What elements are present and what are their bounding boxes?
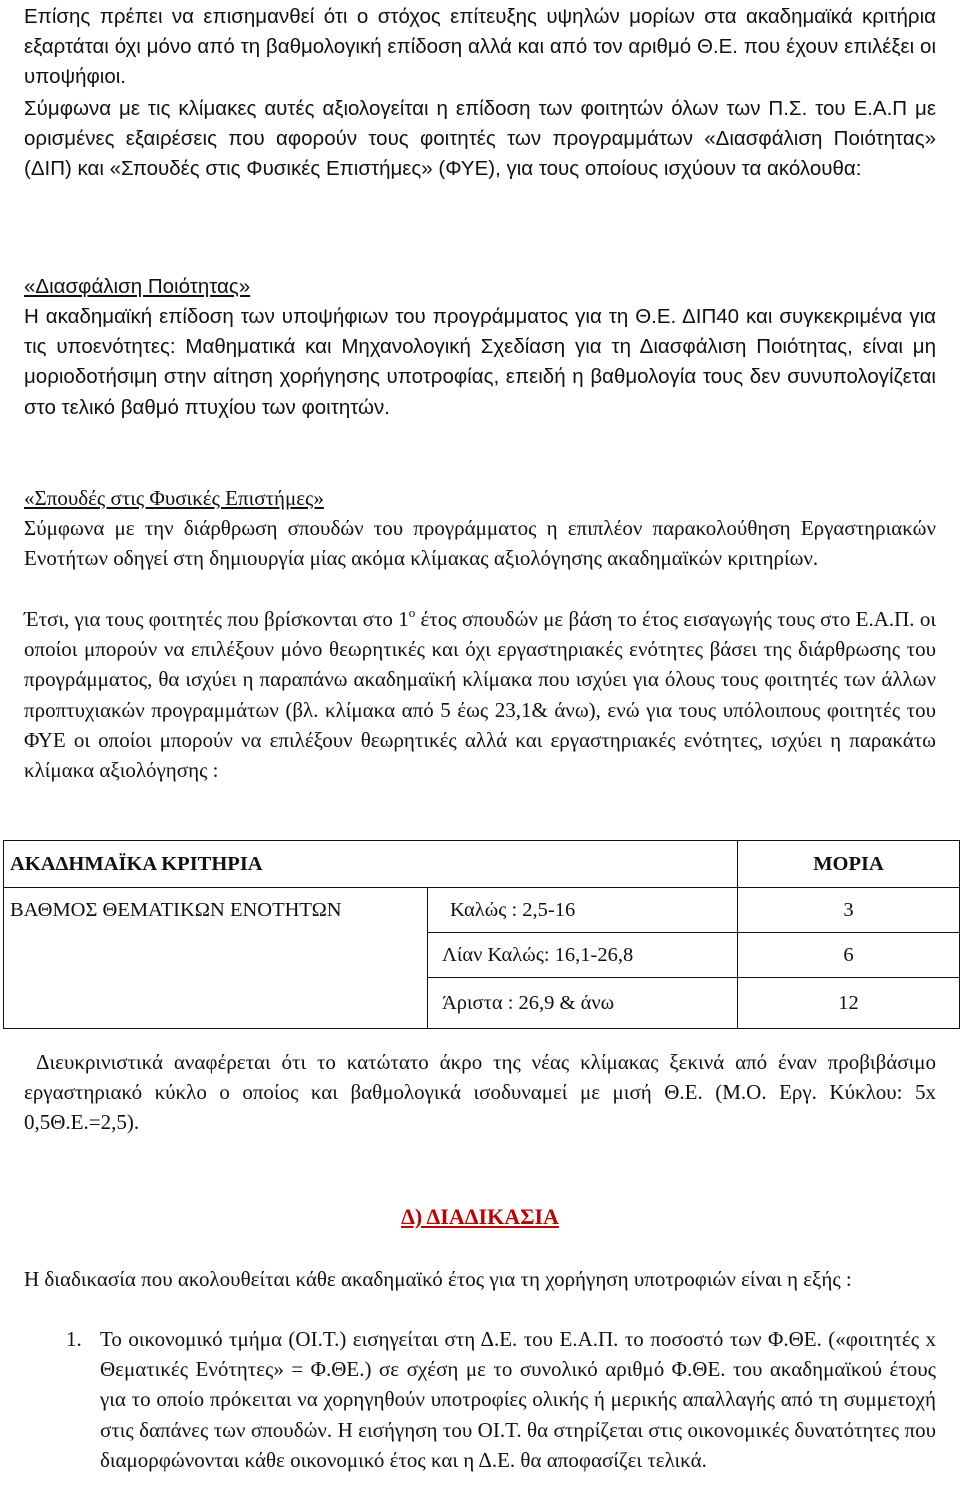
- clarification-note: Διευκρινιστικά αναφέρεται ότι το κατώτατο άκρο της νέας κλίμακας ξεκινά από έναν προβιβάσιμο εργαστηριακό κύκλο ο οποίος και βαθμολογικά ισοδυναμεί με μισή Θ.Ε. (Μ.Ο. Εργ. Κύκλου: 5x 0,5Θ.Ε.=2,5).: [24, 1050, 936, 1135]
- grade-points: 12: [738, 978, 960, 1029]
- physics-heading: «Σπουδές στις Φυσικές Επιστήμες»: [24, 486, 324, 510]
- section-d-intro: Η διαδικασία που ακολουθείται κάθε ακαδημαϊκό έτος για τη χορήγηση υποτροφιών είναι η εξής :: [24, 1267, 852, 1291]
- list-item: [24, 1324, 936, 1475]
- points-column-header: ΜΟΡΙΑ: [738, 841, 960, 888]
- intro-paragraph-1: Επίσης πρέπει να επισημανθεί ότι ο στόχος επίτευξης υψηλών μορίων στα ακαδημαϊκά κριτήρια εξαρτάται όχι μόνο από τη βαθμολογική επίδοση αλλά και από τον αριθμό Θ.Ε. που έχουν επιλέξει οι υποψήφιοι.: [24, 5, 936, 89]
- section-d-heading: Δ) ΔΙΑΔΙΚΑΣΙΑ: [401, 1204, 559, 1229]
- quality-body: Η ακαδημαϊκή επίδοση των υποψήφιων του προγράμματος για τη Θ.Ε. ΔΙΠ40 και συγκεκριμένα για τις υποενότητες: Μαθηματικά και Μηχανολογική Σχεδίαση για τη Διασφάλιση Ποιότητας, είναι μη μοριοδοτήσιμη στην αίτηση χορήγησης υποτροφίας, επειδή η βαθμολογία τους δεν συνυπολογίζεται στο τελικό βαθμό πτυχίου των φοιτητών.: [24, 305, 936, 419]
- physics-body-2: [24, 604, 936, 785]
- criteria-column-header: ΑΚΑΔΗΜΑΪΚΑ ΚΡΙΤΗΡΙΑ: [4, 841, 738, 888]
- physics-body-2-end: έτος σπουδών με βάση το έτος εισαγωγής τους στο Ε.Α.Π. οι οποίοι μπορούν να επιλέξουν μόνο θεωρητικές και όχι εργαστηριακές ενότητες βάσει της διάρθρωσης του προγράμματος, θα ισχύει η παραπάνω ακαδημαϊκή κλίμακα που ισχύει για όλους τους φοιτητές των άλλων προπτυχιακών προγραμμάτων (βλ. κλίμακα από 5 έως 23,1& άνω), ενώ για τους υπόλοιπους φοιτητές του ΦΥΕ οι οποίοι μπορούν να επιλέξουν θεωρητικές αλλά και εργαστηριακές ενότητες, ισχύει η παρακάτω κλίμακα αξιολόγησης :: [24, 607, 936, 783]
- step-text: Το οικονομικό τμήμα (ΟΙ.Τ.) εισηγείται στη Δ.Ε. του Ε.Α.Π. το ποσοστό των Φ.ΘΕ. («φοιτητές x Θεματικές Ενότητες» = Φ.ΘΕ.) σε σχέση με το συνολικό αριθμό Φ.ΘΕ. του ακαδημαϊκού έτους για το οποίο πρόκειται να χορηγηθούν υποτροφίες ολικής ή μερικής απαλλαγής από τη συμμετοχή στις δαπάνες των σπουδών. Η εισήγηση του ΟΙ.Τ. θα στηρίζεται στις οικονομικές δυνατότητες που διαμορφώνονται κάθε οικονομικό έτος και η Δ.Ε. θα αποφασίζει τελικά.: [100, 1327, 936, 1472]
- physics-body-2-start: Έτσι, για τους φοιτητές που βρίσκονται στο 1: [24, 607, 409, 631]
- grade-points: 3: [738, 888, 960, 933]
- criteria-table: [3, 840, 960, 1029]
- physics-body-1: Σύμφωνα με την διάρθρωση σπουδών του προγράμματος η επιπλέον παρακολούθηση Εργαστηριακών Ενοτήτων οδηγεί στη δημιουργία μίας ακόμα κλίμακας αξιολόγησης ακαδημαϊκών κριτηρίων.: [24, 516, 936, 571]
- procedure-steps: [24, 1324, 936, 1475]
- grade-range: Λίαν Καλώς: 16,1-26,8: [428, 933, 738, 978]
- grade-range: Καλώς : 2,5-16: [428, 888, 738, 933]
- ordinal-superscript: ο: [408, 605, 416, 620]
- grade-range: Άριστα : 26,9 & άνω: [428, 978, 738, 1029]
- table-row: [4, 888, 960, 933]
- criteria-table-header: [4, 841, 960, 888]
- intro-paragraph-2: Σύμφωνα με τις κλίμακες αυτές αξιολογείται η επίδοση των φοιτητών όλων των Π.Σ. του Ε.Α.Π με ορισμένες εξαιρέσεις που αφορούν τους φοιτητές των προγραμμάτων «Διασφάλιση Ποιότητας» (ΔΙΠ) και «Σπουδές στις Φυσικές Επιστήμες» (ΦΥΕ), για τους οποίους ισχύουν τα ακόλουθα:: [24, 97, 936, 181]
- quality-heading: «Διασφάλιση Ποιότητας»: [24, 275, 251, 298]
- step-number: 1.: [66, 1327, 82, 1351]
- grade-points: 6: [738, 933, 960, 978]
- grade-row-label: ΒΑΘΜΟΣ ΘΕΜΑΤΙΚΩΝ ΕΝΟΤΗΤΩΝ: [4, 888, 428, 1029]
